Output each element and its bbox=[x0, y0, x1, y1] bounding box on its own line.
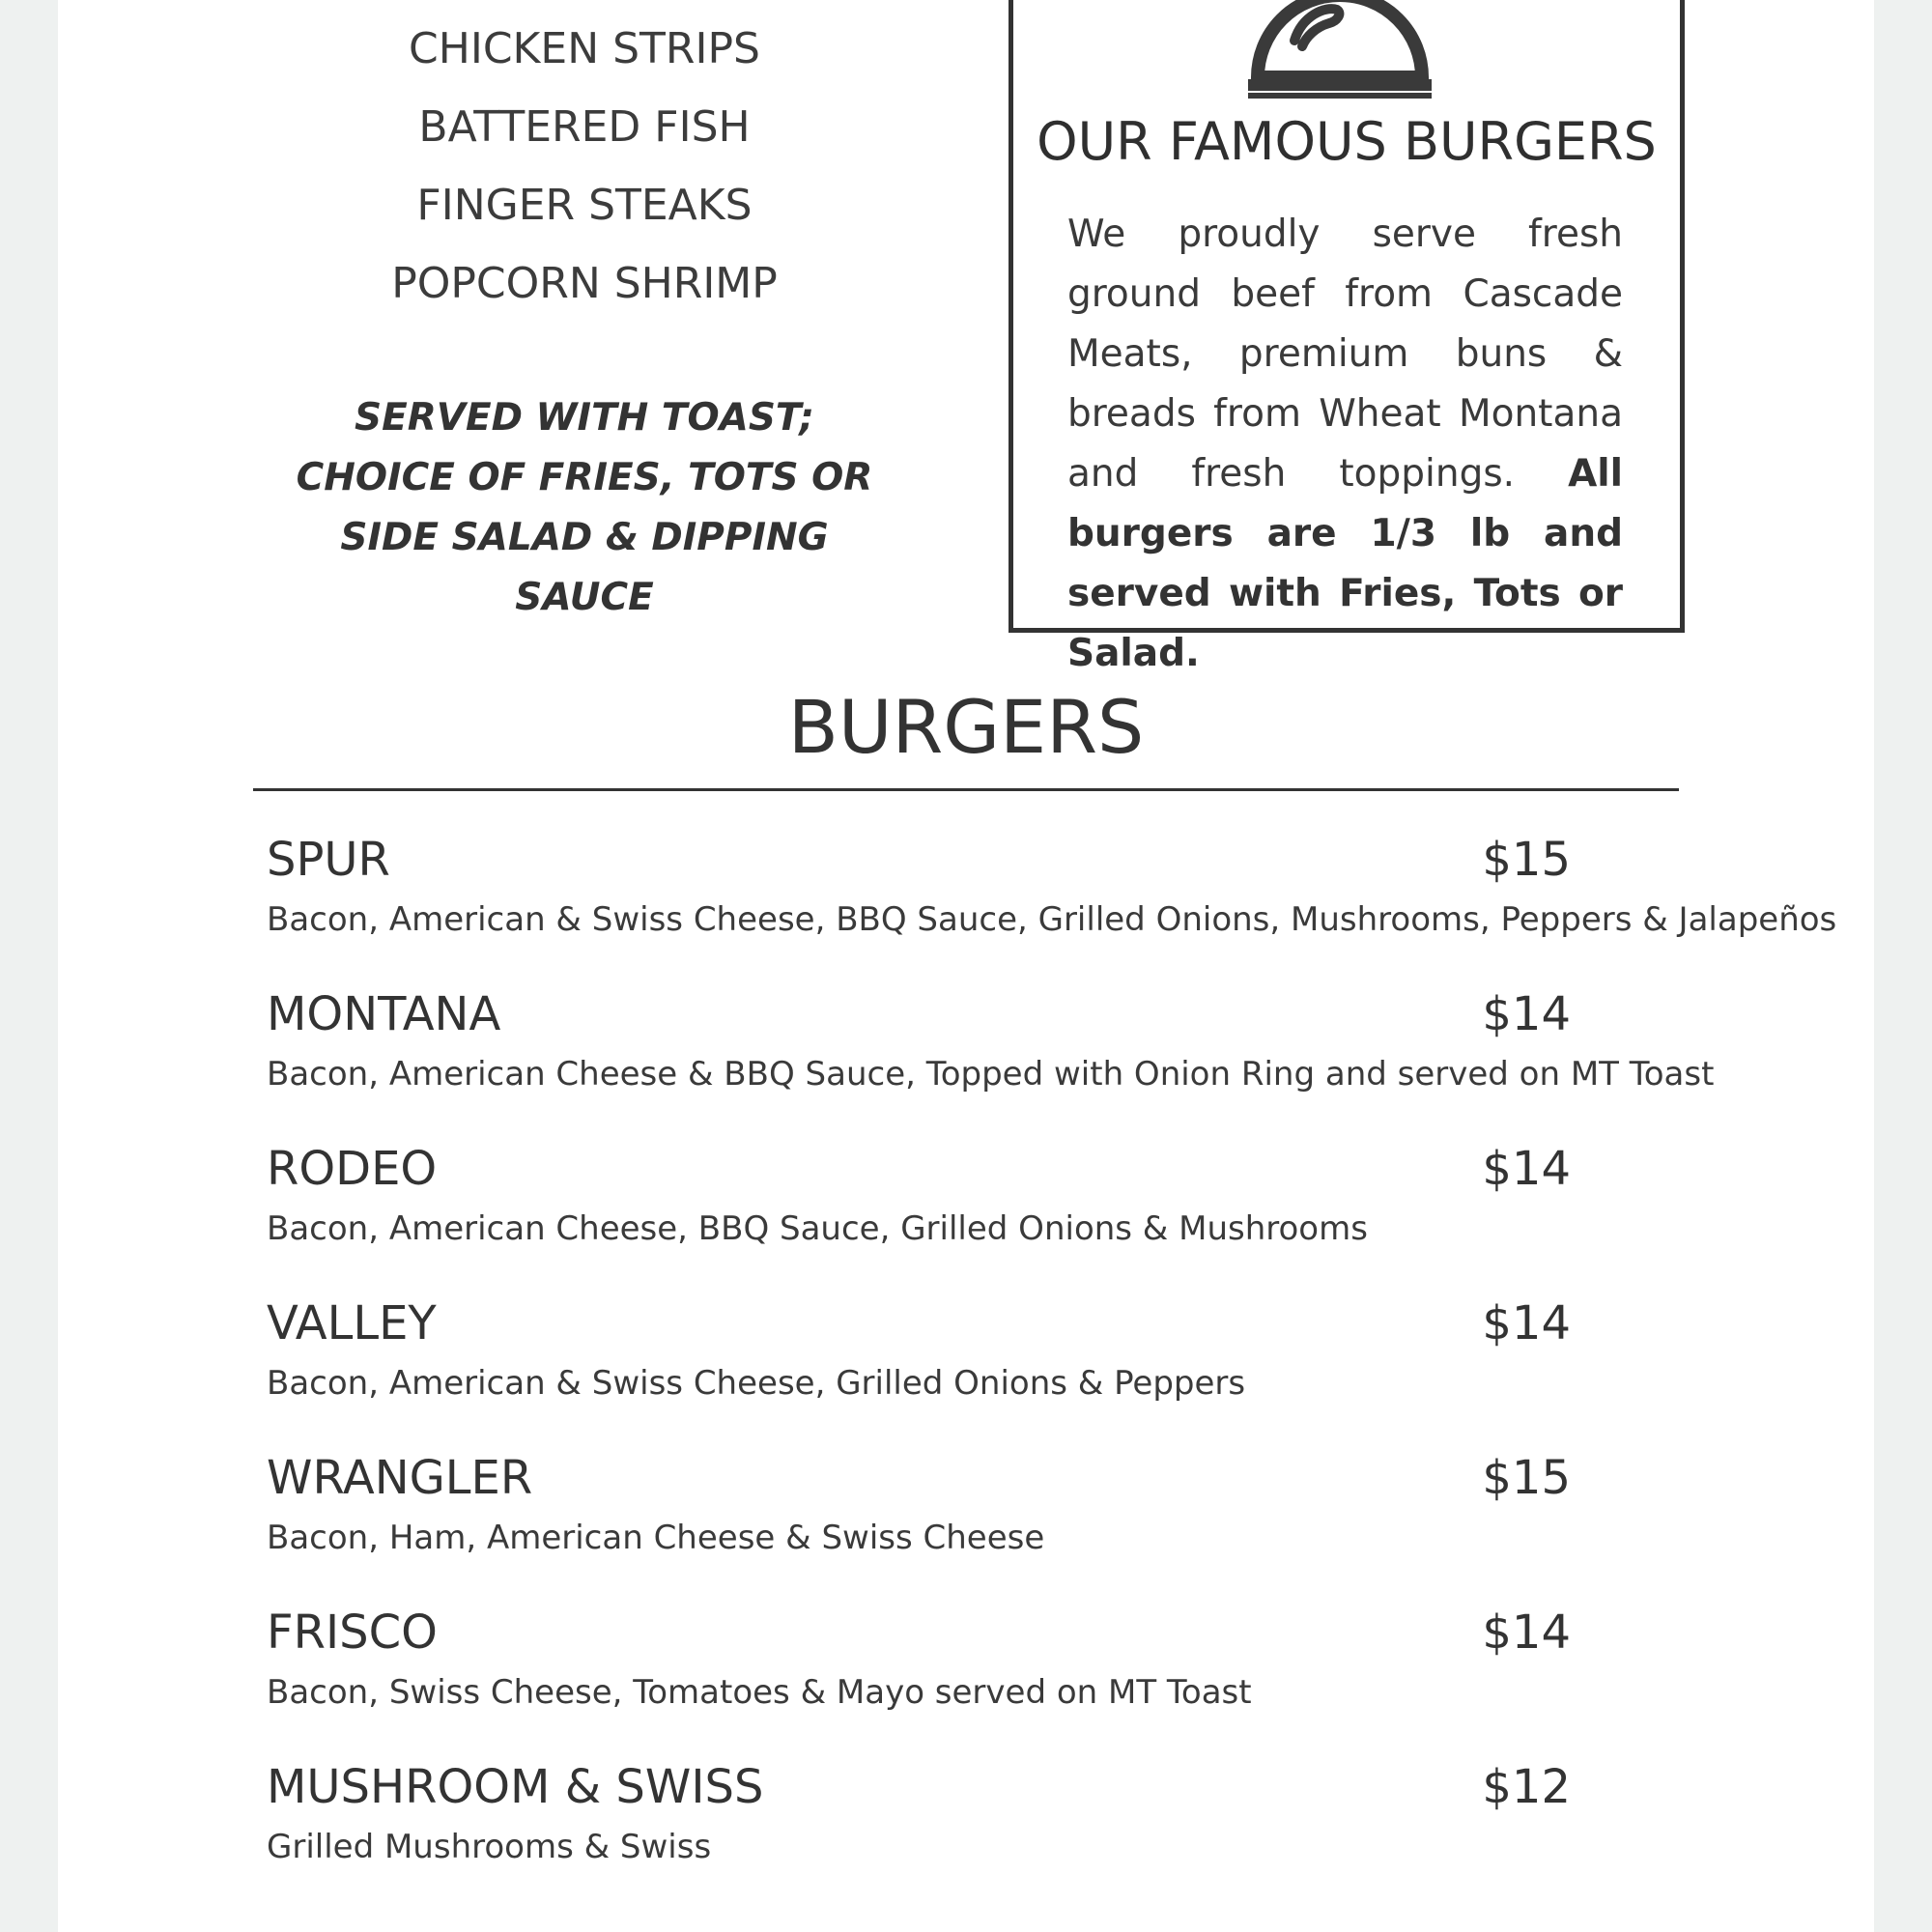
cloche-icon bbox=[1248, 0, 1432, 104]
menu-item bbox=[267, 1142, 1571, 1296]
item-name: MONTANA bbox=[267, 987, 501, 1041]
side-item: POPCORN SHRIMP bbox=[391, 259, 778, 308]
side-item: CHICKEN STRIPS bbox=[409, 24, 760, 73]
item-name: SPUR bbox=[267, 833, 390, 887]
famous-burgers-description bbox=[1067, 205, 1623, 684]
item-price: $15 bbox=[1482, 833, 1571, 887]
item-price: $12 bbox=[1482, 1760, 1571, 1814]
side-items-list bbox=[242, 0, 927, 323]
menu-item bbox=[267, 1605, 1571, 1760]
item-description: Bacon, American & Swiss Cheese, Grilled Onions & Peppers bbox=[267, 1364, 1246, 1403]
item-price: $14 bbox=[1482, 1142, 1571, 1196]
item-name: VALLEY bbox=[267, 1296, 437, 1350]
menu-item bbox=[267, 987, 1715, 1142]
item-price: $14 bbox=[1482, 1605, 1571, 1660]
item-description: Bacon, American Cheese, BBQ Sauce, Grilled Onions & Mushrooms bbox=[267, 1209, 1368, 1248]
note-line: CHOICE OF FRIES, TOTS OR bbox=[296, 456, 873, 499]
item-description: Bacon, American Cheese & BBQ Sauce, Topped with Onion Ring and served on MT Toast bbox=[267, 1055, 1715, 1094]
menu-item bbox=[267, 1296, 1571, 1451]
menu-item bbox=[267, 1451, 1571, 1605]
famous-burgers-box bbox=[1009, 0, 1685, 675]
side-item: FINGER STEAKS bbox=[416, 181, 753, 230]
section-divider bbox=[253, 788, 1679, 791]
item-description: Bacon, Ham, American Cheese & Swiss Cheese bbox=[267, 1519, 1045, 1557]
item-description: Bacon, American & Swiss Cheese, BBQ Sauce, Grilled Onions, Mushrooms, Peppers & Jalapeños bbox=[267, 900, 1837, 939]
item-name: RODEO bbox=[267, 1142, 438, 1196]
note-line: SIDE SALAD & DIPPING bbox=[340, 516, 829, 559]
description-bold: All burgers are 1/3 lb and served with Fries, Tots or Salad. bbox=[1067, 452, 1623, 675]
note-line: SERVED WITH TOAST; bbox=[355, 396, 814, 440]
item-name: WRANGLER bbox=[267, 1451, 533, 1505]
menu-item bbox=[267, 833, 1837, 987]
item-price: $15 bbox=[1482, 1451, 1571, 1505]
item-price: $14 bbox=[1482, 987, 1571, 1041]
item-name: FRISCO bbox=[267, 1605, 438, 1660]
item-price: $14 bbox=[1482, 1296, 1571, 1350]
burgers-section-title: BURGERS bbox=[787, 684, 1145, 770]
served-with-note bbox=[290, 388, 879, 628]
burgers-menu-list bbox=[267, 833, 1837, 1915]
menu-item bbox=[267, 1760, 1571, 1915]
description-plain: We proudly serve fresh ground beef from Cascade Meats, premium buns & breads from Wheat Montana and fresh toppings. bbox=[1067, 213, 1623, 496]
item-description: Bacon, Swiss Cheese, Tomatoes & Mayo served on MT Toast bbox=[267, 1673, 1252, 1712]
note-line: SAUCE bbox=[515, 576, 654, 619]
item-description: Grilled Mushrooms & Swiss bbox=[267, 1828, 712, 1866]
famous-burgers-title: OUR FAMOUS BURGERS bbox=[1037, 111, 1657, 172]
side-item: BATTERED FISH bbox=[418, 102, 751, 152]
item-name: MUSHROOM & SWISS bbox=[267, 1760, 764, 1814]
